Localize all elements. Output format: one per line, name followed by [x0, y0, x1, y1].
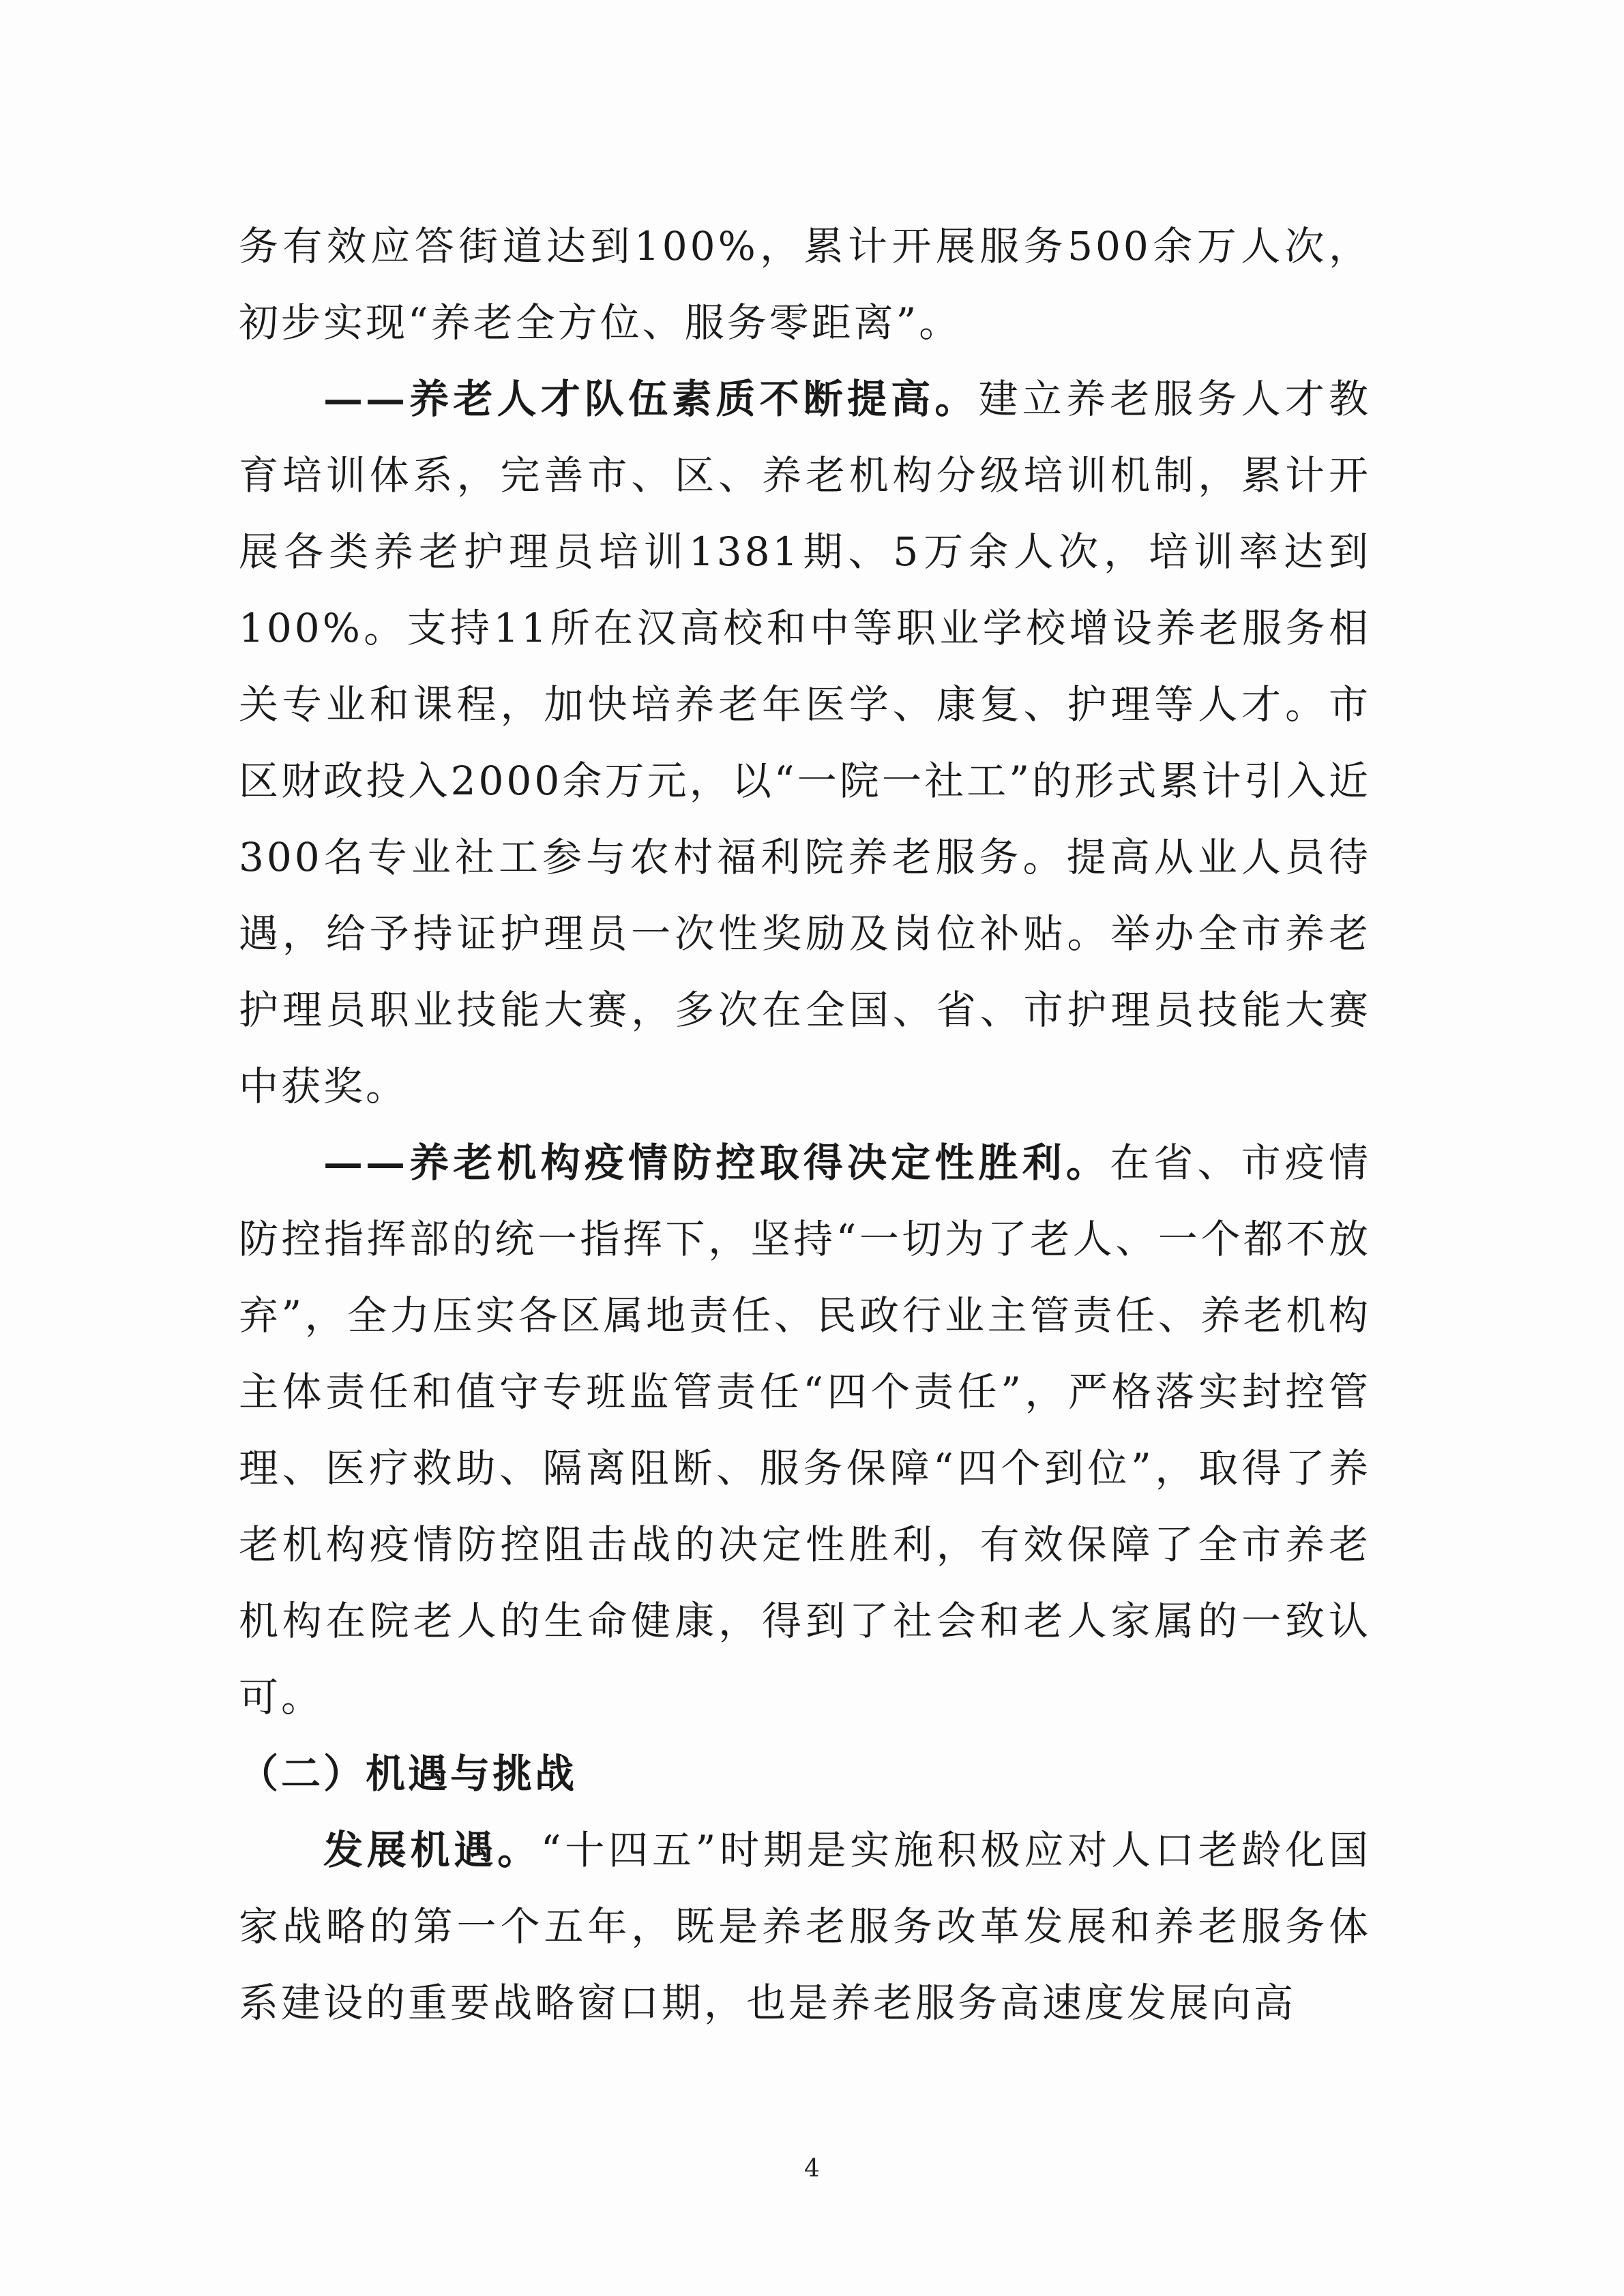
paragraph-opportunity: [239, 1812, 1371, 2041]
section-heading: （二）机遇与挑战: [239, 1750, 578, 1797]
body-text: [239, 208, 1371, 2041]
paragraph-lead: 发展机遇。: [323, 1827, 541, 1873]
paragraph-text: “十四五”时期是实施积极应对人口老龄化国家战略的第一个五年，既是养老服务改革发展和养老服务体系建设的重要战略窗口期，也是养老服务高速度发展向高: [239, 1827, 1371, 2026]
paragraph-continuation: [239, 208, 1371, 361]
paragraph-talent: [239, 361, 1371, 1124]
paragraph-text: 在省、市疫情防控指挥部的统一指挥下，坚持“一切为了老人、一个都不放弃”，全力压实各区属地责任、民政行业主管责任、养老机构主体责任和值守专班监管责任“四个责任”，严格落实封控管理、医疗救助、隔离阻断、服务保障“四个到位”，取得了养老机构疫情防控阻击战的决定性胜利，有效保障了全市养老机构在院老人的生命健康，得到了社会和老人家属的一致认可。: [239, 1139, 1371, 1720]
paragraph-lead: ——养老人才队伍素质不断提高。: [323, 376, 979, 422]
paragraph-text: 建立养老服务人才教育培训体系，完善市、区、养老机构分级培训机制，累计开展各类养老护理员培训1381期、5万余人次，培训率达到100%。支持11所在汉高校和中等职业学校增设养老服务相关专业和课程，加快培养老年医学、康复、护理等人才。市区财政投入2000余万元，以“一院一社工”的形式累计引入近300名专业社工参与农村福利院养老服务。提高从业人员待遇，给予持证护理员一次性奖励及岗位补贴。举办全市养老护理员职业技能大赛，多次在全国、省、市护理员技能大赛中获奖。: [239, 376, 1371, 1109]
paragraph-lead: ——养老机构疫情防控取得决定性胜利。: [323, 1139, 1110, 1186]
paragraph-epidemic: [239, 1124, 1371, 1735]
paragraph-text: 务有效应答街道达到100%，累计开展服务500余万人次，初步实现“养老全方位、服务零距离”。: [239, 223, 1371, 346]
page-number: 4: [804, 2155, 820, 2183]
